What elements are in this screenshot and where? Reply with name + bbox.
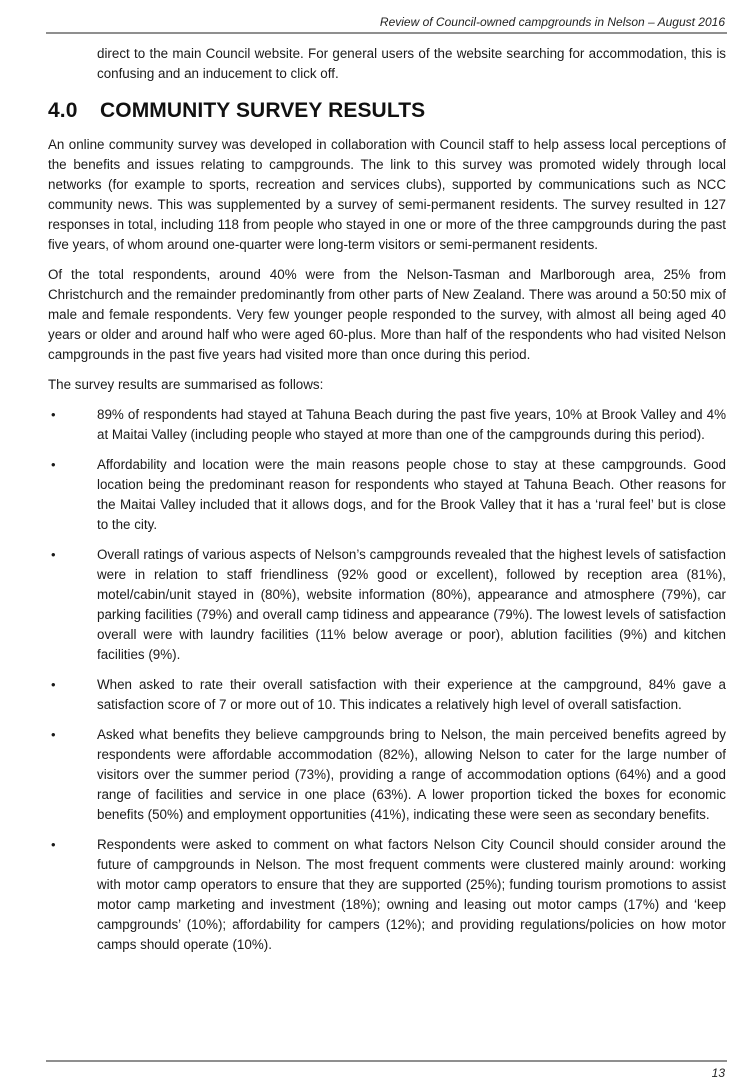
bullet-text: Respondents were asked to comment on what factors Nelson City Council should consider around the future of campgrounds in Nelson. The most frequent comments were clustered mainly around: working with motor camp operators to ensure that they are supported (25%); funding tourism promotions to assist motor camp marketing and investment (18%); owning and leasing out motor camps (17%) and ‘keep campgrounds’ (10%); affordability for campers (12%); and providing regulations/policies on how motor camps should operate (10%).: [97, 837, 726, 952]
body-content: [48, 44, 726, 955]
bullet-item: [48, 405, 726, 445]
bullet-icon: •: [51, 677, 56, 692]
bullet-item: [48, 835, 726, 955]
bullet-icon: •: [51, 837, 56, 852]
header-rule: [46, 32, 727, 34]
bullet-item: [48, 675, 726, 715]
bullet-text: When asked to rate their overall satisfaction with their experience at the campground, 84% gave a satisfaction score of 7 or more out of 10. This indicates a relatively high level of overall satisfaction.: [97, 677, 726, 712]
paragraph-summary-intro: The survey results are summarised as follows:: [48, 377, 324, 392]
section-number: 4.0: [48, 99, 78, 122]
running-header: Review of Council-owned campgrounds in Nelson – August 2016: [379, 15, 725, 29]
paragraph-respondents: Of the total respondents, around 40% were from the Nelson-Tasman and Marlborough area, 25% from Christchurch and the remainder predominantly from other parts of New Zealand. There was around a 50:50 mix of male and female respondents. Very few younger people responded to the survey, with almost all being aged 40 years or older and around half who were aged 60-plus. More than half of the respondents who had visited Nelson campgrounds in the past five years had visited more than once during this period.: [48, 267, 726, 362]
bullet-item: [48, 725, 726, 825]
bullet-item: [48, 545, 726, 665]
bullet-text: Asked what benefits they believe campgrounds bring to Nelson, the main perceived benefits agreed by respondents were affordable accommodation (82%), allowing Nelson to cater for the large number of visitors over the summer period (73%), providing a range of accommodation options (64%) and a good range of facilities and service in one place (63%). A lower proportion ticked the boxes for economic benefits (50%) and employment opportunities (41%), indicating these were seen as secondary benefits.: [97, 727, 726, 822]
paragraph-survey-method: An online community survey was developed in collaboration with Council staff to help assess local perceptions of the benefits and issues relating to campgrounds. The link to this survey was promoted widely through local networks (for example to sports, recreation and services clubs), supported by communications such as NCC community news. This was supplemented by a survey of semi-permanent residents. The survey resulted in 127 responses in total, including 118 from people who stayed in one or more of the three campgrounds during the past five years, of whom around one-quarter were long-term visitors or semi-permanent residents.: [48, 137, 726, 252]
footer-rule: [46, 1060, 727, 1062]
page-number: 13: [711, 1066, 725, 1080]
bullet-item: [48, 455, 726, 535]
bullet-icon: •: [51, 457, 56, 472]
bullet-icon: •: [51, 727, 56, 742]
bullet-text: Affordability and location were the main reasons people chose to stay at these campgrounds. Good location being the predominant reason for respondents who stayed at Tahuna Beach. Other reasons for the Maitai Valley included that it allows dogs, and for the Brook Valley that it has a ‘rural feel’ but is close to the city.: [97, 457, 726, 532]
bullet-text: 89% of respondents had stayed at Tahuna Beach during the past five years, 10% at Brook Valley and 4% at Maitai Valley (including people who stayed at more than one of the campgrounds during this period).: [97, 407, 726, 442]
bullet-text: Overall ratings of various aspects of Nelson’s campgrounds revealed that the highest levels of satisfaction were in relation to staff friendliness (92% good or excellent), followed by reception area (81%), motel/cabin/unit stayed in (80%), website information (80%), appearance and atmosphere (79%), car parking facilities (79%) and overall camp tidiness and appearance (79%). The lowest levels of satisfaction overall were with laundry facilities (11% below average or poor), ablution facilities (9%) and kitchen facilities (9%).: [97, 547, 726, 662]
results-bullet-list: [48, 405, 726, 955]
intro-continuation: direct to the main Council website. For general users of the website searching for accommodation, this is confusing and an inducement to click off.: [97, 46, 726, 81]
section-title: COMMUNITY SURVEY RESULTS: [100, 99, 426, 122]
bullet-icon: •: [51, 407, 56, 422]
section-heading: [48, 98, 726, 124]
bullet-icon: •: [51, 547, 56, 562]
